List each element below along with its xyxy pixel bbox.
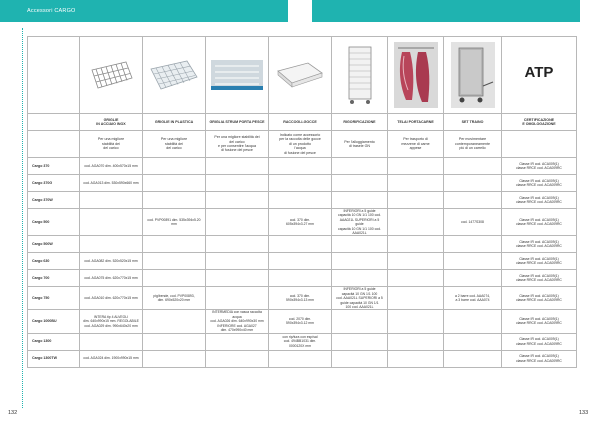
table-cell <box>206 175 269 192</box>
table-cell <box>206 333 269 350</box>
column-description-griglia-strum: Per una migliore stabilità dei del carico e per consentire l'acqua di fusione del pesce <box>206 131 269 158</box>
table-cell <box>269 158 332 175</box>
table-cell: INTERA tip 4 ALVEOLI dim. 640x990x15 mm. REGOLABILE cod. AGA029 dim. 990x640x20 mm <box>80 310 143 333</box>
row-label: Cargo 370W <box>28 192 80 209</box>
table-cell <box>269 270 332 287</box>
page-number-right: 133 <box>579 410 589 416</box>
table-cell: cod. 2070 dim. 590x394x3.12 mm <box>269 310 332 333</box>
table-row <box>28 209 577 236</box>
corner-cell <box>28 37 80 114</box>
table-cell: Classe IR cod. ACA009(1) classe RRCE cod. ACA009RC <box>502 310 577 333</box>
table-cell <box>269 175 332 192</box>
product-image-row <box>28 37 577 114</box>
table-cell: cod. 1477S308 <box>444 209 502 236</box>
header-bar-right <box>312 0 580 22</box>
row-label: Cargo 630 <box>28 253 80 270</box>
table-cell <box>444 175 502 192</box>
table-cell <box>143 333 206 350</box>
table-cell <box>444 350 502 367</box>
page-header-title: Accessori CARGO <box>27 8 76 14</box>
row-label: Cargo 1000BU <box>28 310 80 333</box>
atp-logo: ATP <box>524 64 554 82</box>
corner-cell <box>28 131 80 158</box>
table-cell: Classe IR cod. ACA009(1) classe RRCE cod. ACA009RC <box>502 158 577 175</box>
table-cell: con rip/tura con esp/sal cod. 494BB1031 dim. 0000120X mm <box>269 333 332 350</box>
table-cell <box>332 350 388 367</box>
page-number-left: 132 <box>8 410 18 416</box>
table-cell <box>332 192 388 209</box>
row-label: Cargo 370G <box>28 175 80 192</box>
image-cell-telai <box>388 37 444 114</box>
rack-trolley-icon <box>334 45 385 105</box>
table-cell <box>332 253 388 270</box>
table-cell <box>444 158 502 175</box>
table-cell <box>332 158 388 175</box>
row-label: Cargo 500W <box>28 236 80 253</box>
image-cell-certificazione <box>502 37 577 114</box>
drip-tray-icon <box>271 59 329 91</box>
table-row <box>28 287 577 310</box>
header-bar-left <box>0 0 288 22</box>
table-row <box>28 236 577 253</box>
table-cell <box>388 350 444 367</box>
table-cell: cod. AGA075 dim. 620x770x15 mm <box>80 270 143 287</box>
table-cell <box>269 253 332 270</box>
table-cell <box>388 175 444 192</box>
table-cell <box>206 350 269 367</box>
table-cell <box>388 287 444 310</box>
dotted-margin-line <box>22 28 23 408</box>
column-description-griglie-plastica: Per una migliore stabilità dei del carico <box>143 131 206 158</box>
table-cell <box>143 158 206 175</box>
table-cell <box>444 310 502 333</box>
table-cell <box>269 236 332 253</box>
table-cell <box>388 158 444 175</box>
table-cell: Classe IR cod. ACA009(1) classe RRCE cod. ACA009RC <box>502 192 577 209</box>
plastic-grid-icon <box>145 57 203 93</box>
column-header-griglie-plastica: GRIGLIE IN PLASTICA <box>143 114 206 131</box>
image-cell-raccoglitori <box>269 37 332 114</box>
table-cell <box>388 310 444 333</box>
meat-hooks-icon <box>390 42 441 108</box>
table-cell <box>80 209 143 236</box>
table-cell: cod. 370 dim. 605x394x3.27 mm <box>269 209 332 236</box>
table-cell <box>80 192 143 209</box>
table-cell <box>206 158 269 175</box>
table-cell <box>388 192 444 209</box>
column-header-rigorificazione: RIGORIFICAZIONE <box>332 114 388 131</box>
table-cell: cod. AGA070 dim. 400x570x15 mm <box>80 158 143 175</box>
table-cell <box>332 333 388 350</box>
table-cell <box>206 192 269 209</box>
table-cell <box>388 333 444 350</box>
column-description-set-traino: Per movimentare contemporaneamente più di un carrello <box>444 131 502 158</box>
table-cell: cod. AGA024 dim. 1900x990x15 mm <box>80 350 143 367</box>
accessories-table <box>27 36 577 368</box>
table-cell: pig/bende, cod. PVP00893, dim. 690x520x20 mm <box>143 287 206 310</box>
image-cell-rigorificazione <box>332 37 388 114</box>
column-header-griglie-acciaio: GRIGLIE IN ACCIAIO INOX <box>80 114 143 131</box>
column-description-row <box>28 131 577 158</box>
table-cell: INTERMEDIA con vasca raccolta acqua cod. AGA026 dim. 640x990x30 mm INFERIORE cod. AGA027 dim. 470x990x40 mm <box>206 310 269 333</box>
table-cell: cod. PVP00891 dim. 535x394x5.20 mm <box>143 209 206 236</box>
column-description-telai: Per trasporto di mezzene di carne appese <box>388 131 444 158</box>
table-cell: cod. AGA013 dim. 530x590x660 mm <box>80 175 143 192</box>
table-cell <box>143 253 206 270</box>
table-cell <box>444 333 502 350</box>
column-name-row <box>28 114 577 131</box>
column-header-raccoglitori: RACCOGLI-GOCCE <box>269 114 332 131</box>
table-cell <box>143 270 206 287</box>
column-header-griglia-strum: GRIGLIA STRUM PORTA PESCE <box>206 114 269 131</box>
column-description-rigorificazione: Per l'alloggiamento di trasele GN <box>332 131 388 158</box>
table-cell <box>388 253 444 270</box>
table-cell: a 2 barre cod. AAA074, a 3 barre cod. AAA074 <box>444 287 502 310</box>
column-header-set-traino: SET TRAINO <box>444 114 502 131</box>
table-cell <box>444 270 502 287</box>
table-cell <box>444 192 502 209</box>
table-cell: cod. AGA082 dim. 520x520x15 mm <box>80 253 143 270</box>
table-cell: cod. 370 dim. 590x394x3.13 mm <box>269 287 332 310</box>
column-description-certificazione <box>502 131 577 158</box>
table-cell <box>143 310 206 333</box>
table-cell <box>206 270 269 287</box>
table-row <box>28 158 577 175</box>
wire-rack-icon <box>82 56 140 94</box>
table-cell: Classe IR cod. ACA009(1) classe RRCE cod. ACA009RC <box>502 333 577 350</box>
table-cell <box>143 350 206 367</box>
row-label: Cargo 1300TW <box>28 350 80 367</box>
table-cell <box>332 310 388 333</box>
image-cell-griglia-strum <box>206 37 269 114</box>
table-row <box>28 310 577 333</box>
table-cell <box>388 209 444 236</box>
table-cell <box>206 253 269 270</box>
row-label: Cargo 500 <box>28 209 80 236</box>
column-description-griglie-acciaio: Per una migliore stabilità dei del carico <box>80 131 143 158</box>
image-cell-set-traino <box>444 37 502 114</box>
image-cell-griglie-plastica <box>143 37 206 114</box>
table-cell <box>206 236 269 253</box>
table-cell: cod. AGA010 dim. 620x770x15 mm <box>80 287 143 310</box>
row-label: Cargo 370 <box>28 158 80 175</box>
column-header-telai: TELAI PORTACARNE <box>388 114 444 131</box>
table-row <box>28 175 577 192</box>
table-row <box>28 270 577 287</box>
row-label: Cargo 1300 <box>28 333 80 350</box>
table-cell <box>444 236 502 253</box>
table-cell: INFERIORI a 5 guide capacità 10 GN 1/1 100 cod. AAA021L SUPERIORI a 5 guide capacità 10 GN 1/1 100 cod. AAA021L <box>332 287 388 310</box>
table-row <box>28 350 577 367</box>
table-cell <box>332 236 388 253</box>
table-cell <box>332 175 388 192</box>
tow-trolley-icon <box>446 42 499 108</box>
table-row <box>28 253 577 270</box>
fish-grid-icon <box>208 56 266 94</box>
table-cell <box>269 192 332 209</box>
table-row <box>28 333 577 350</box>
table-cell <box>388 236 444 253</box>
table-cell <box>143 175 206 192</box>
table-cell: Classe IR cod. ACA009(1) classe RRCE cod. ACA009RC <box>502 287 577 310</box>
corner-cell <box>28 114 80 131</box>
table-cell <box>332 270 388 287</box>
row-label: Cargo 750 <box>28 287 80 310</box>
table-cell: Classe IR cod. ACA009(1) classe RRCE cod. ACA009RC <box>502 270 577 287</box>
table-cell <box>388 270 444 287</box>
table-row <box>28 192 577 209</box>
table-cell: Classe IR cod. ACA009(1) classe RRCE cod. ACA009RC <box>502 253 577 270</box>
table-cell <box>206 209 269 236</box>
table-cell <box>269 350 332 367</box>
table-cell: Classe IR cod. ACA009(1) classe RRCE cod. ACA009RC <box>502 209 577 236</box>
table-cell <box>143 192 206 209</box>
table-cell <box>80 333 143 350</box>
table-cell: Classe IR cod. ACA009(1) classe RRCE cod. ACA009RC <box>502 175 577 192</box>
table-cell <box>80 236 143 253</box>
table-cell <box>444 253 502 270</box>
row-label: Cargo 700 <box>28 270 80 287</box>
table-cell <box>143 236 206 253</box>
table-cell: Classe IR cod. ACA009(1) classe RRCE cod. ACA009RC <box>502 236 577 253</box>
image-cell-griglie-acciaio <box>80 37 143 114</box>
table-cell <box>206 287 269 310</box>
table-cell: Classe IR cod. ACA009(1) classe RRCE cod. ACA009RC <box>502 350 577 367</box>
column-header-certificazione: CERTIFICAZIONE E OMOLOGAZIONE <box>502 114 577 131</box>
table-cell: INFERIORI a 5 guide capacità 10 GN 1/1 100 cod. AAA021L SUPERIORI a 5 guide capacità 10 GN 1/1 100 cod. AAA021L <box>332 209 388 236</box>
column-description-raccoglitori: Indicato come accessorio per la raccolta delle gocce di un prodotto l'acqua di fusione del pesce <box>269 131 332 158</box>
